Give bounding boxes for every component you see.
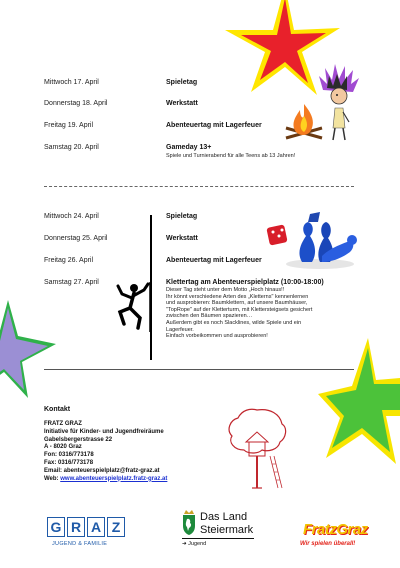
week2-day-2: Donnerstag 25. April [44, 235, 108, 242]
week2-activity-1: Spieletag [166, 213, 198, 220]
purple-star-icon [0, 300, 60, 400]
week2-activity-4: Klettertag am Abenteuerspielplatz (10:00-18:00) [166, 279, 324, 286]
fratz-logo: FratzGraz [303, 521, 368, 538]
chief-character-icon [315, 62, 361, 142]
fratz-slogan: Wir spielen überall! [300, 541, 356, 547]
week1-activity-4-sub: Spiele und Turnierabend für alle Teens ab 13 Jahren! [166, 153, 296, 159]
week2-day-3: Freitag 26. April [44, 257, 94, 264]
week2-activity-3: Abenteuertag mit Lagerfeuer [166, 257, 262, 264]
dice-and-pieces-icon [262, 196, 358, 270]
week1-activity-1: Spieletag [166, 79, 198, 86]
week1-day-2: Donnerstag 18. April [44, 100, 108, 107]
week1-day-1: Mittwoch 17. April [44, 79, 99, 86]
week2-day-4: Samstag 27. April [44, 279, 99, 286]
graz-logo-sub: JUGEND & FAMILIE [52, 541, 108, 547]
week1-activity-3: Abenteuertag mit Lagerfeuer [166, 122, 262, 129]
week1-activity-4: Gameday 13+ [166, 144, 212, 151]
climbing-description: Dieser Tag steht unter dem Motto „Hoch hinaus!! Ihr könnt verschiedene Arten des „Kletterns" kennenlernen und ausprobieren: Baumklettern, auf unsere Baumhäuser, "TopRope" auf der Kletterturm, mit Klettersteigsets gesichert zwischen den Bäumen spazieren… Außerdem gibt es noch Slacklines, wilde Spiele und ein Lagerfeuer. Einfach vorbeikommen und ausprobieren! [166, 287, 313, 340]
week2-activity-2: Werkstatt [166, 235, 198, 242]
green-star-icon [318, 338, 400, 468]
week1-day-4: Samstag 20. April [44, 144, 99, 151]
contact-heading: Kontakt [44, 406, 71, 413]
contact-divider [44, 369, 354, 370]
website-link[interactable]: www.abenteuerspielplatz.fratz-graz.at [60, 475, 168, 482]
graz-logo: G R A Z [47, 517, 125, 537]
contact-block: FRATZ GRAZ Initiative für Kinder- und Jugendfreiräume Gabelsbergerstrasse 22 A - 8020 Graz Fon: 0316/773178 Fax: 0316/773178 Email: abenteuerspielplatz@fratz-graz.at Web: www.abenteuerspielplatz.fratz-graz.at [44, 421, 168, 482]
land-line2: Steiermark [200, 524, 254, 536]
section-divider [44, 186, 354, 187]
climber-icon [110, 282, 150, 332]
land-logo-rule [182, 538, 254, 539]
week1-day-3: Freitag 19. April [44, 122, 94, 129]
climbing-rope-line [150, 215, 152, 360]
steiermark-coat-of-arms-icon [182, 510, 196, 536]
treehouse-icon [222, 404, 292, 492]
land-line1: Das Land [200, 511, 248, 523]
week2-day-1: Mittwoch 24. April [44, 213, 99, 220]
week1-activity-2: Werkstatt [166, 100, 198, 107]
land-sub: ➜ Jugend [182, 541, 207, 547]
